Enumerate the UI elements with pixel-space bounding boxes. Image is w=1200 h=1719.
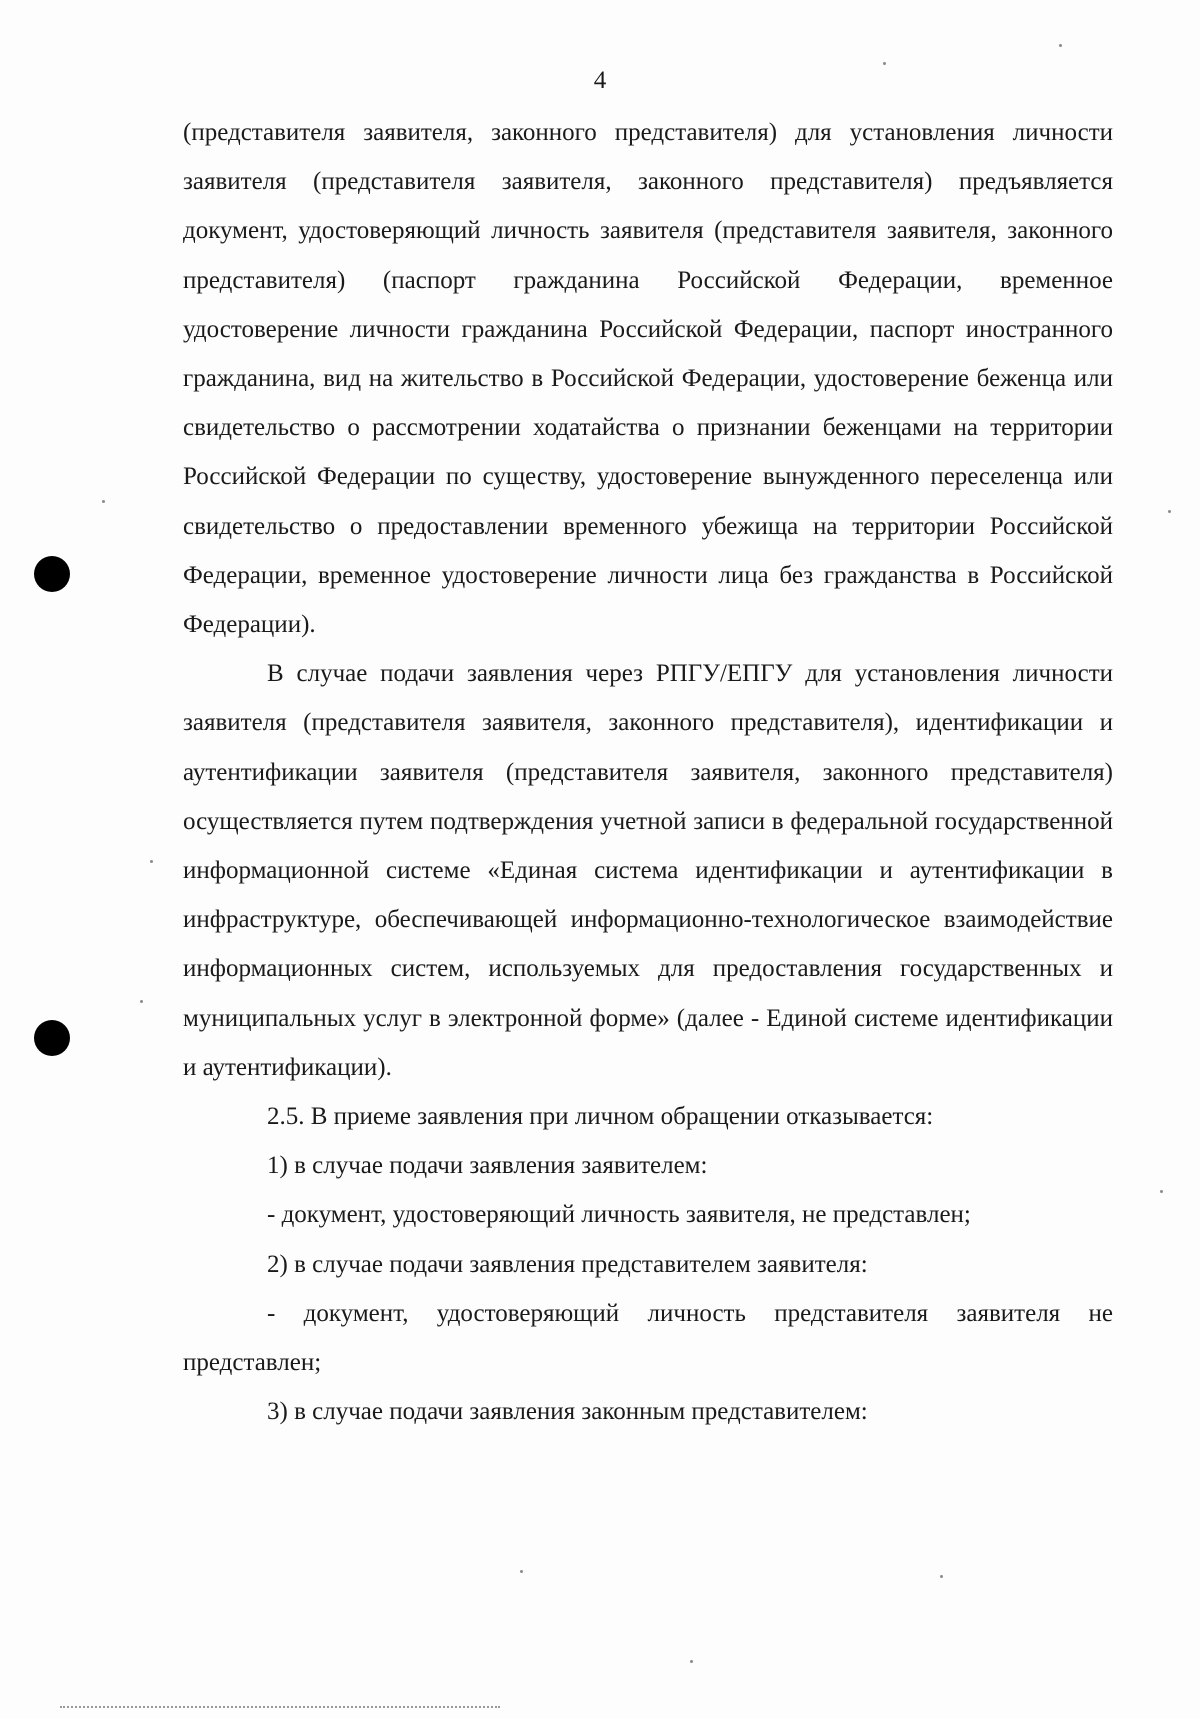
list-item-applicant-document: - документ, удостоверяющий личность заявителя, не представлен; [267,1201,971,1229]
scan-speck [1160,1190,1163,1193]
list-item-applicant: 1) в случае подачи заявления заявителем: [267,1152,708,1180]
list-item-representative: 2) в случае подачи заявления представителем заявителя: [267,1250,868,1278]
clause-2-5-heading: 2.5. В приеме заявления при личном обращении отказывается: [267,1103,934,1131]
scan-speck [150,860,153,863]
scan-speck [1059,44,1062,47]
paragraph-rpgu-epgu-identification: В случае подачи заявления через РПГУ/ЕПГУ для установления личности заявителя (представителя заявителя, законного представителя), идентификации и аутентификации заявителя (представителя заявителя, законного представителя) осуществляется путем подтверждения учетной записи в федеральной государственной информационной системе «Единая система идентификации и аутентификации в инфраструктуре, обеспечивающей информационно-технологическое взаимодействие информационных систем, используемых для предоставления государственных и муниципальных услуг в электронной форме» (далее - Единой системе идентификации и аутентификации). [183,660,1113,1081]
scan-speck [940,1575,943,1578]
document-body [183,108,1113,1436]
scan-edge-line [60,1706,500,1708]
scan-speck [102,500,105,503]
scan-speck [140,1000,143,1003]
scan-speck [520,1570,523,1573]
page-number: 4 [593,67,607,94]
scan-speck [1168,510,1171,513]
scan-speck [690,1660,693,1663]
list-item-legal-representative: 3) в случае подачи заявления законным представителем: [267,1398,868,1426]
scan-speck [883,62,886,65]
paragraph-identity-documents: (представителя заявителя, законного представителя) для установления личности заявителя (представителя заявителя, законного представителя) предъявляется документ, удостоверяющий личность заявителя (представителя заявителя, законного представителя) (паспорт гражданина Российской Федерации, временное удостоверение личности гражданина Российской Федерации, паспорт иностранного гражданина, вид на жительство в Российской Федерации, удостоверение беженца или свидетельство о рассмотрении ходатайства о признании беженцами на территории Российской Федерации по существу, удостоверение вынужденного переселенца или свидетельство о предоставлении временного убежища на территории Российской Федерации, временное удостоверение личности лица без гражданства в Российской Федерации). [183,119,1113,639]
list-item-representative-document: - документ, удостоверяющий личность представителя заявителя не представлен; [183,1299,1113,1377]
punch-hole-mark [34,556,70,592]
punch-hole-mark [34,1020,70,1056]
